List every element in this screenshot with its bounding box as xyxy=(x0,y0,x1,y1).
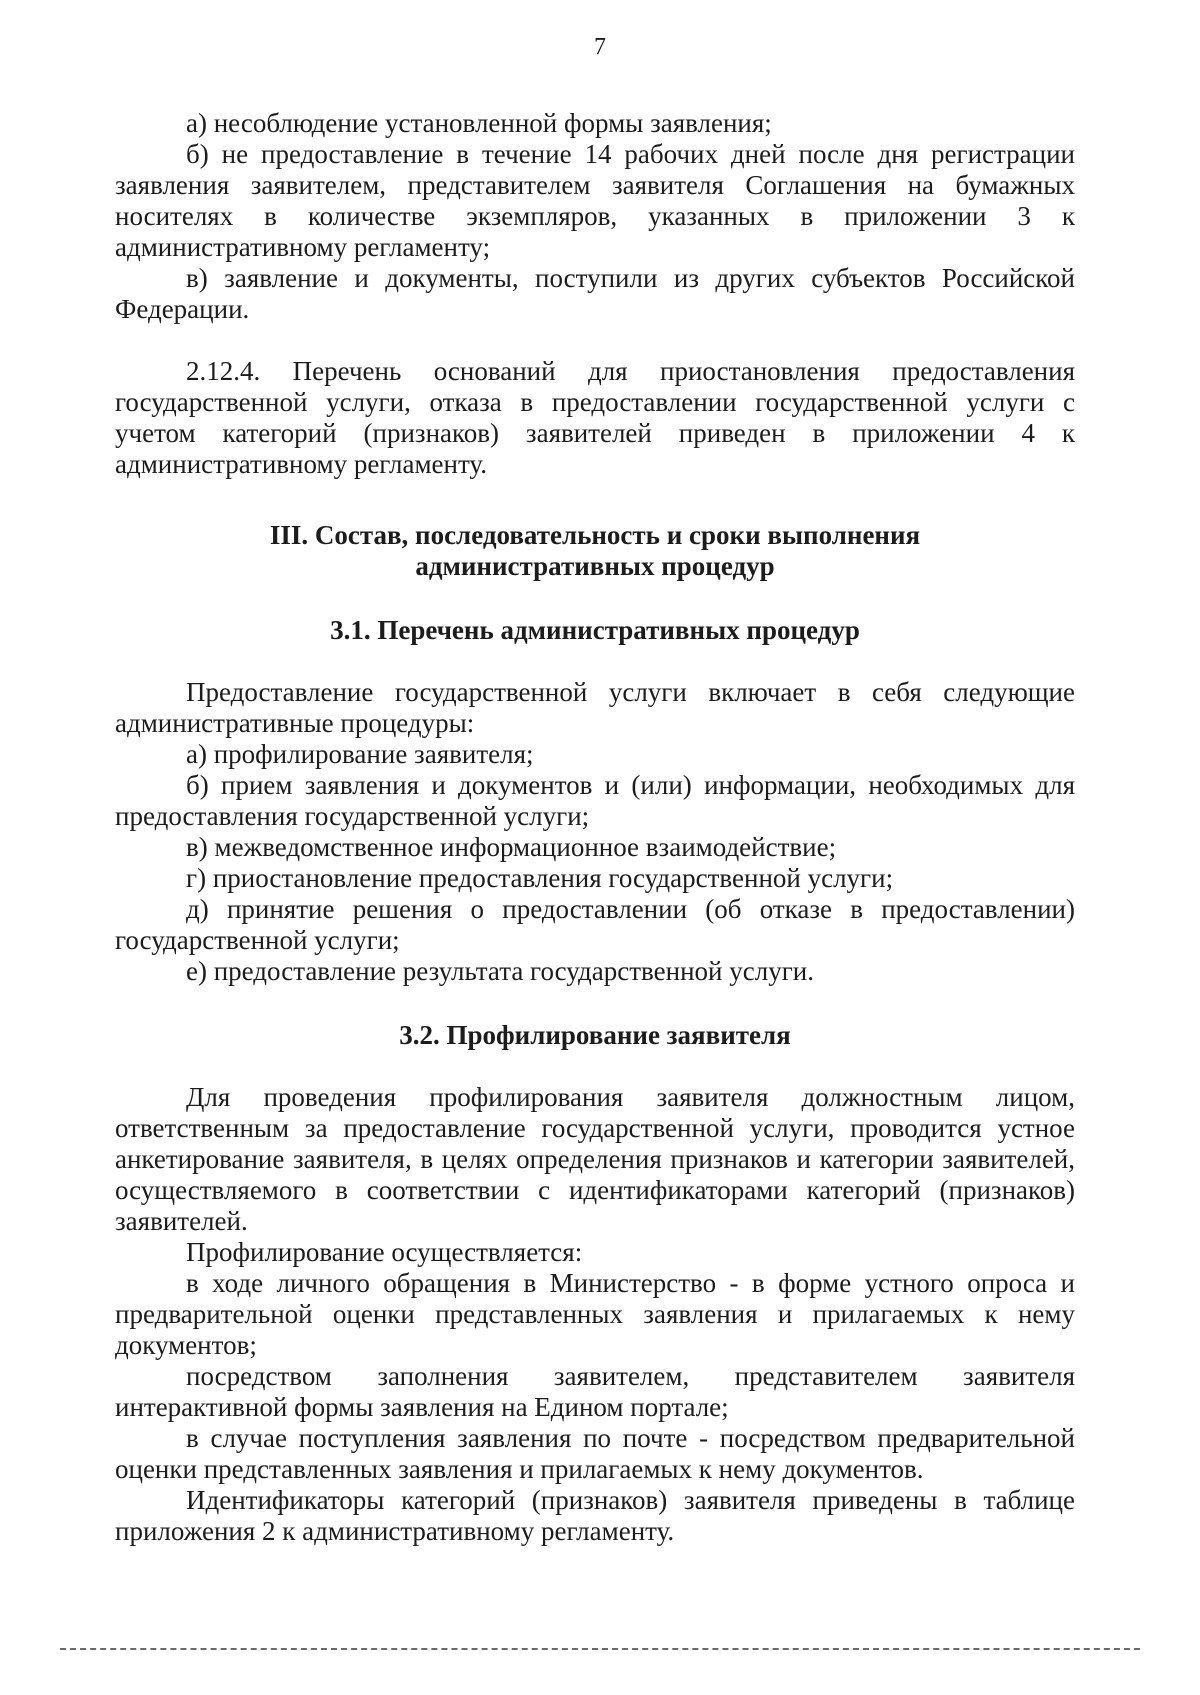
subsection-3-1-intro: Предоставление государственной услуги включает в себя следующие административные процедуры: xyxy=(115,677,1075,738)
paragraph-item-v: в) заявление и документы, поступили из других субъектов Российской Федерации. xyxy=(115,263,1075,324)
section-3-heading xyxy=(115,520,1075,582)
profiling-paragraph: посредством заполнения заявителем, представителем заявителя интерактивной формы заявления на Едином портале; xyxy=(115,1361,1075,1422)
profiling-paragraph: в ходе личного обращения в Министерство - в форме устного опроса и предварительной оценки представленных заявления и прилагаемых к нему документов; xyxy=(115,1268,1075,1360)
profiling-paragraph: Идентификаторы категорий (признаков) заявителя приведены в таблице приложения 2 к административному регламенту. xyxy=(115,1485,1075,1546)
procedure-item: в) межведомственное информационное взаимодействие; xyxy=(186,832,837,862)
procedure-item: б) прием заявления и документов и (или) информации, необходимых для предоставления государственной услуги; xyxy=(115,770,1075,831)
clause-2-12-4: 2.12.4. Перечень оснований для приостановления предоставления государственной услуги, отказа в предоставлении государственной услуги с учетом категорий (признаков) заявителей приведен в приложении 4 к административному регламенту. xyxy=(115,356,1075,479)
subsection-3-2-heading: 3.2. Профилирование заявителя xyxy=(399,1020,791,1050)
profiling-paragraph: Для проведения профилирования заявителя должностным лицом, ответственным за предоставление государственной услуги, проводится устное анкетирование заявителя, в целях определения признаков и категории заявителей, осуществляемого в соответствии с идентификаторами категорий (признаков) заявителей. xyxy=(115,1082,1075,1236)
section-3-heading-line2: административных процедур xyxy=(415,551,775,581)
procedure-item: д) принятие решения о предоставлении (об отказе в предоставлении) государственной услуги; xyxy=(115,894,1075,955)
procedure-item: а) профилирование заявителя; xyxy=(186,739,534,769)
profiling-paragraph: в случае поступления заявления по почте - посредством предварительной оценки представленных заявления и прилагаемых к нему документов. xyxy=(115,1423,1075,1484)
subsection-3-1-heading: 3.1. Перечень административных процедур xyxy=(330,615,860,645)
paragraph-item-a: а) несоблюдение установленной формы заявления; xyxy=(186,108,772,138)
section-3-heading-line1: III. Состав, последовательность и сроки выполнения xyxy=(269,520,921,550)
paragraph-item-b: б) не предоставление в течение 14 рабочих дней после дня регистрации заявления заявителем, представителем заявителя Соглашения на бумажных носителях в количестве экземпляров, указанных в приложении 3 к административному регламенту; xyxy=(115,139,1075,262)
footer-scan-line xyxy=(60,1648,1140,1650)
procedure-item: е) предоставление результата государственной услуги. xyxy=(186,956,814,986)
page-content xyxy=(115,108,1075,1547)
page-number: 7 xyxy=(594,34,606,60)
profiling-paragraph: Профилирование осуществляется: xyxy=(186,1237,583,1267)
procedure-item: г) приостановление предоставления государственной услуги; xyxy=(186,863,894,893)
